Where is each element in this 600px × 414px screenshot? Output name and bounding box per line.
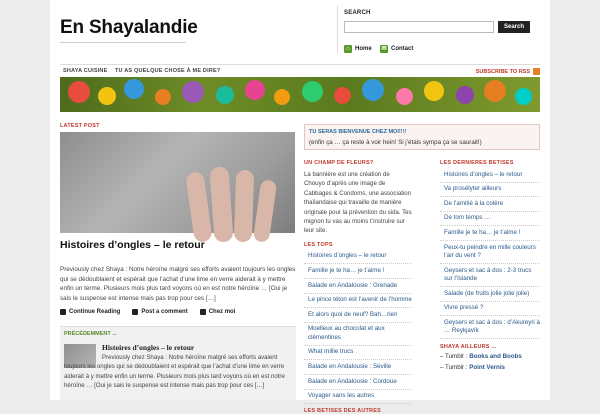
banner-flower xyxy=(515,88,532,105)
search-label: SEARCH xyxy=(344,10,371,16)
post-actions xyxy=(60,309,235,315)
latest-post-label: LATEST POST xyxy=(60,123,100,129)
search-button[interactable]: Search xyxy=(498,21,530,33)
search-box xyxy=(337,5,542,53)
banner-flower xyxy=(98,87,116,105)
welcome-title: TU SERAS BIENVENUE CHEZ MOI!!!! xyxy=(309,129,407,135)
elsewhere-link[interactable]: Books and Boobs xyxy=(469,353,522,361)
elsewhere-prefix: – Tumblr : xyxy=(440,353,470,361)
recent-label: LES DERNIERES BETISES xyxy=(440,160,514,166)
elsewhere-link[interactable]: Point Vernis xyxy=(469,364,505,372)
banner-flower xyxy=(302,81,323,102)
champ-label: UN CHAMP DE FLEURS? xyxy=(304,160,374,166)
list-item[interactable]: Famille je te ha… je t’aime ! xyxy=(440,226,540,241)
banner-flower xyxy=(155,89,171,105)
contact-link-label: Contact xyxy=(391,46,414,52)
rss-icon xyxy=(533,68,540,75)
home-link[interactable] xyxy=(344,45,372,53)
previous-post-title[interactable]: Histoires d’ongles – le retour xyxy=(102,343,195,352)
home-link-label: Home xyxy=(355,46,372,52)
banner-flower xyxy=(68,81,90,103)
banner-flower xyxy=(245,80,265,100)
list-item[interactable]: Balade en Andalousie : Séville xyxy=(304,360,412,375)
home-icon: ⌂ xyxy=(344,45,352,53)
contact-link[interactable] xyxy=(380,45,413,53)
list-item[interactable]: What millie trucs xyxy=(304,346,412,361)
list-item[interactable]: Vivre pressé ? xyxy=(440,302,540,317)
continue-icon xyxy=(60,309,66,315)
search-input[interactable] xyxy=(344,21,494,33)
post-comment-label: Post a comment xyxy=(141,309,188,315)
list-item[interactable]: Peux-tu peindre en mille couleurs l’air du vent ? xyxy=(440,241,540,264)
list-item[interactable]: Balade en Andalousie : Cordoue xyxy=(304,375,412,390)
list-item[interactable]: Histoires d’ongles – le retour xyxy=(440,168,540,183)
list-item[interactable]: De tom temps … xyxy=(440,212,540,227)
welcome-box xyxy=(304,124,540,150)
list-item[interactable]: Et alors quoi de neuf? Bah…rien xyxy=(304,308,412,323)
photo-finger xyxy=(234,170,255,243)
list-item[interactable]: Le pince téton est l’avenir de l’homme xyxy=(304,294,412,309)
list-item[interactable]: De l’amitié à la colère xyxy=(440,197,540,212)
previous-post-box xyxy=(60,326,296,400)
nav-item-contact-me[interactable]: TU AS QUELQUE CHOSE À ME DIRE? xyxy=(115,68,221,74)
elsewhere-item xyxy=(440,362,540,373)
banner-image xyxy=(60,77,540,112)
banner-flower xyxy=(484,80,506,102)
banner-flower xyxy=(182,81,204,103)
tops-label: LES TOPS xyxy=(304,241,333,248)
elsewhere-item xyxy=(440,351,540,362)
rss-link[interactable] xyxy=(476,68,540,75)
title-divider xyxy=(60,42,186,43)
banner-flower xyxy=(216,86,234,104)
photo-finger xyxy=(209,166,233,242)
comment-icon xyxy=(132,309,138,315)
list-item[interactable]: Geysers et sac à dos : d’Akureyri à … Reykjavík xyxy=(440,316,540,339)
list-item[interactable]: Voyager sans les autres xyxy=(304,390,412,405)
list-item[interactable]: Va prosélyter ailleurs xyxy=(440,183,540,198)
recent-list xyxy=(440,168,540,339)
list-item[interactable]: Histoires d’ongles – le retour xyxy=(304,250,412,265)
elsewhere-prefix: – Tumblr : xyxy=(440,364,470,372)
list-item[interactable]: Famille je te ha… je t’aime ! xyxy=(304,264,412,279)
banner-flower xyxy=(124,79,144,99)
rss-label: SUBSCRIBE TO RSS xyxy=(475,68,530,75)
sidebar-right xyxy=(440,160,540,373)
page xyxy=(50,0,550,414)
site-title[interactable]: En Shayalandie xyxy=(60,17,198,38)
others-label: LES BETISES DES AUTRES xyxy=(304,408,381,414)
nav-item-shaya-cuisine[interactable]: SHAYA CUISINE xyxy=(63,68,108,74)
post-comment-link[interactable] xyxy=(132,309,187,315)
continue-reading-link[interactable] xyxy=(60,309,120,315)
latest-post-title[interactable]: Histoires d’ongles – le retour xyxy=(60,239,205,251)
tops-list xyxy=(304,250,412,404)
welcome-subtitle: (enfin ça … ça reste à voir hein! Si j’étais sympa ça se saurait!) xyxy=(309,139,482,146)
previous-label: PRÉCÉDEMMENT ... xyxy=(64,331,117,337)
list-item[interactable]: Balade en Andalousie : Grenade xyxy=(304,279,412,294)
sidebar-left xyxy=(304,160,412,414)
continue-reading-label: Continue Reading xyxy=(69,309,121,315)
list-item[interactable]: Geysers et sac à dos : 2-3 trucs sur l’Islande xyxy=(440,264,540,287)
photo-finger xyxy=(253,179,277,243)
contact-icon: ✉ xyxy=(381,46,387,52)
banner-flower xyxy=(424,81,444,101)
banner-flower xyxy=(396,88,413,105)
banner-flower xyxy=(274,89,290,105)
list-item[interactable]: Moelleux au chocolat et aux clémentines xyxy=(304,323,412,346)
previous-post-excerpt: Previously chez Shaya : Notre héroïne malgré ses efforts avaient toujours les ongles qui se dédoublaient et espérait que l’achat d’une lime en verre aiderait à y mettre enfin un terme. Plusieurs mois plus tard voyons où en est notre héroïne … [Oui je sais le suspense est intense mais pas trop pour ces […] xyxy=(64,354,285,390)
banner-flower xyxy=(456,86,474,104)
chez-moi-label: Chez moi xyxy=(208,309,236,315)
list-item[interactable]: Salade (de fruits jolie jolie jolie) xyxy=(440,287,540,302)
latest-post-excerpt: Previously chez Shaya : Notre héroïne malgré ses efforts avaient toujours les ongles qui se dédoublaient et espérait que l’achat d’une lime en verre aiderait à y mettre enfin un terme. Plusieurs mois plus tard voyons où en est notre héroïne … [Oui je sais le suspense est intense mais pas trop pour ces […] xyxy=(60,266,296,302)
elsewhere-label: SHAYA AILLEURS ... xyxy=(440,344,497,351)
banner-flower xyxy=(334,87,351,104)
main-nav xyxy=(60,64,540,76)
chez-moi-link[interactable] xyxy=(200,309,236,315)
banner-flower xyxy=(362,79,384,101)
photo-finger xyxy=(185,171,213,243)
latest-post-image[interactable] xyxy=(60,132,295,233)
champ-text: La bannière est une création de Chouyo d’après une image de Cabbages & Condoms, une association thaïlandaise qui travaille de manière originale pour la prévention du sida. Tes mignon tu vas au moins t’instruire sur leur site. xyxy=(304,171,412,235)
home-small-icon xyxy=(200,309,206,315)
